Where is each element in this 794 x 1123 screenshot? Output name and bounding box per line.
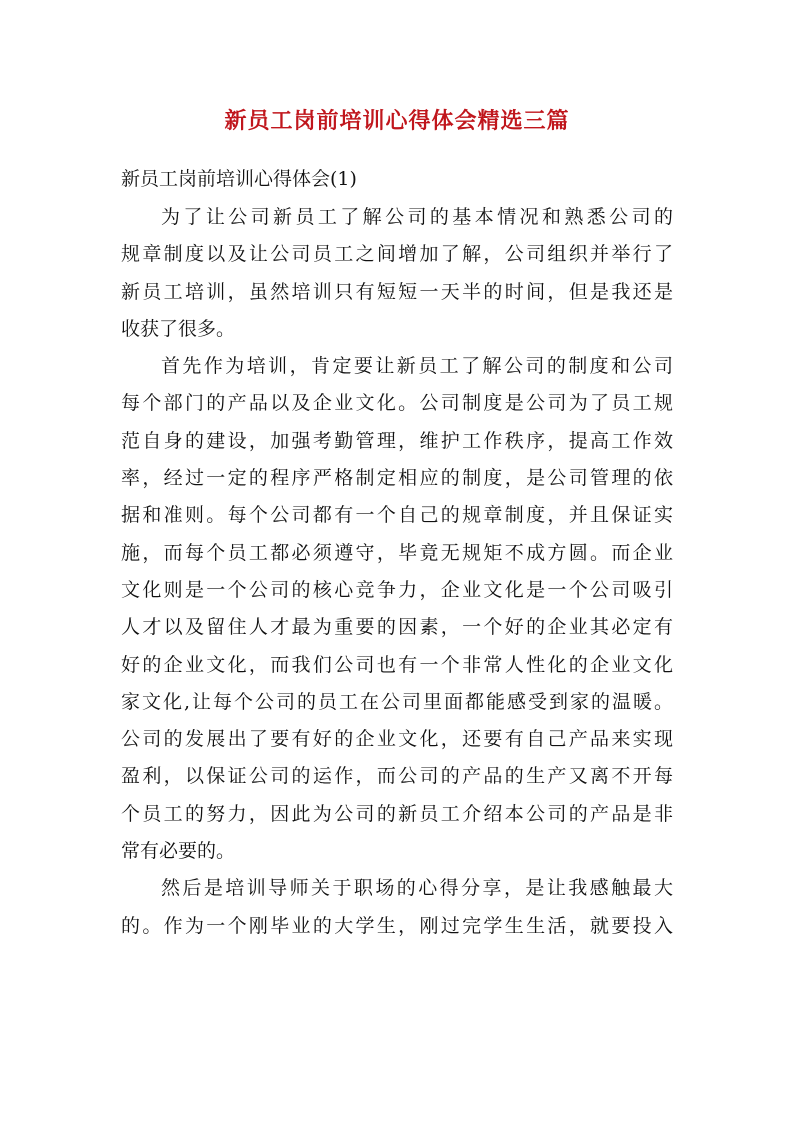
- text-line: 新员工培训，虽然培训只有短短一天半的时间，但是我还是: [121, 280, 673, 303]
- text-line: 每个部门的产品以及企业文化。公司制度是公司为了员工规: [121, 392, 673, 415]
- text-line: 人才以及留住人才最为重要的因素，一个好的企业其必定有: [121, 616, 673, 639]
- text-line: 公司的发展出了要有好的企业文化，还要有自己产品来实现: [121, 728, 673, 751]
- text-line: 好的企业文化，而我们公司也有一个非常人性化的企业文化: [121, 653, 673, 676]
- paragraph: [121, 199, 673, 348]
- text-line: 据和准则。每个公司都有一个自己的规章制度，并且保证实: [121, 504, 673, 527]
- text-line: 为了让公司新员工了解公司的基本情况和熟悉公司的: [161, 206, 673, 228]
- text-line: 施，而每个员工都必须遵守，毕竟无规矩不成方圆。而企业: [121, 541, 673, 564]
- text-line: 然后是培训导师关于职场的心得分享，是让我感触最大: [161, 877, 673, 900]
- section-heading: 新员工岗前培训心得体会(1): [121, 168, 357, 190]
- text-line: 盈利，以保证公司的运作，而公司的产品的生产又离不开每: [121, 765, 673, 788]
- text-line: 率，经过一定的程序严格制定相应的制度，是公司管理的依: [121, 467, 673, 490]
- text-line: 收获了很多。: [121, 317, 236, 340]
- text-line: 首先作为培训，肯定要让新员工了解公司的制度和公司: [161, 355, 673, 378]
- paragraph: [121, 348, 673, 870]
- text-line: 常有必要的。: [121, 840, 236, 863]
- document-body: [121, 199, 673, 945]
- text-line: 范自身的建设，加强考勤管理，维护工作秩序，提高工作效: [121, 429, 673, 452]
- text-line: 家文化,让每个公司的员工在公司里面都能感受到家的温暖。: [121, 690, 673, 713]
- paragraph: [121, 870, 673, 945]
- text-line: 文化则是一个公司的核心竞争力，企业文化是一个公司吸引: [121, 578, 673, 601]
- text-line: 个员工的努力，因此为公司的新员工介绍本公司的产品是非: [121, 802, 673, 825]
- text-line: 的。作为一个刚毕业的大学生，刚过完学生生活，就要投入: [121, 914, 673, 937]
- text-line: 规章制度以及让公司员工之间增加了解，公司组织并举行了: [121, 243, 673, 266]
- document-title: 新员工岗前培训心得体会精选三篇: [224, 108, 570, 134]
